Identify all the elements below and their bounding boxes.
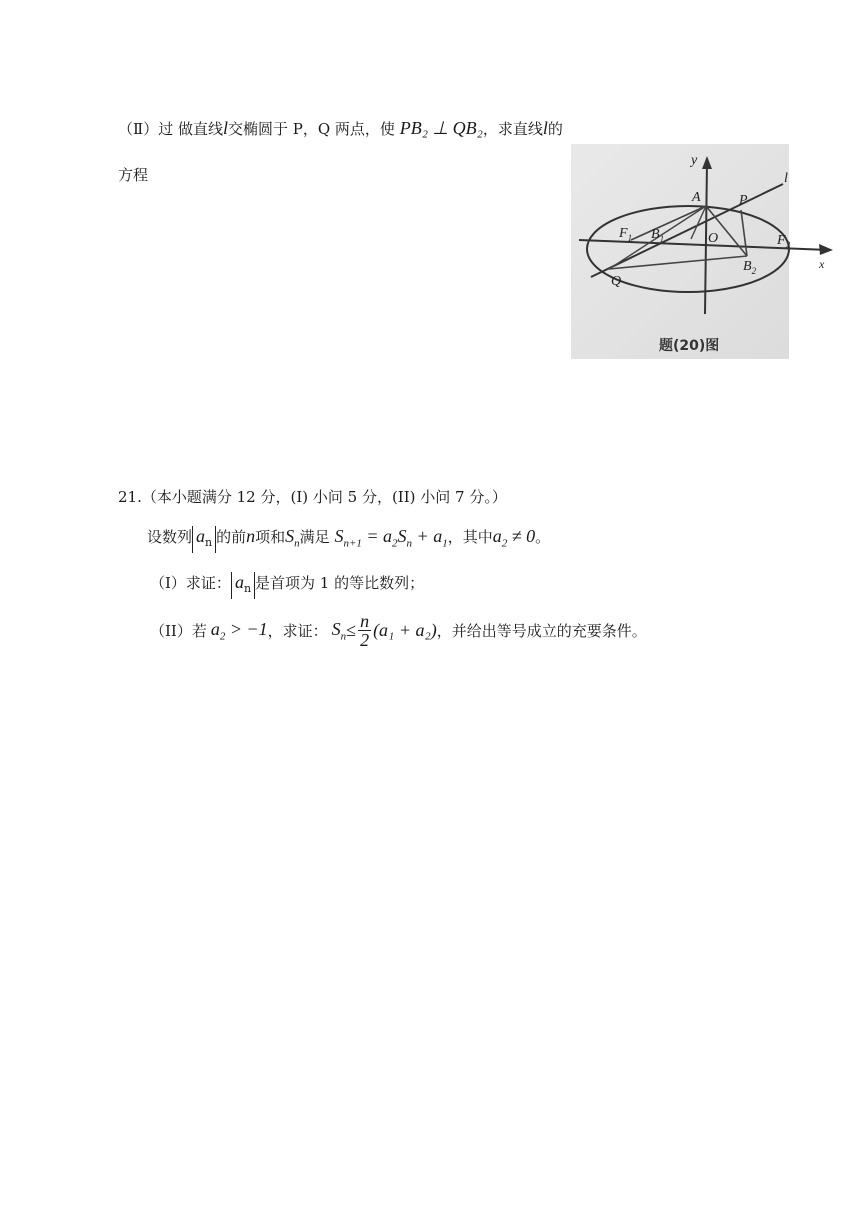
recurrence-formula: $S_{n+1} = a_2S_n + a_1$ (334, 526, 448, 550)
stem-n: n (246, 526, 256, 546)
label-O: O (708, 231, 719, 246)
q20-part2-mid: 交椭圆于 P，Q 两点，使 (227, 120, 395, 138)
part2-condition: $a_2 > -1$ (210, 618, 268, 643)
label-x: x (819, 257, 825, 271)
stem-end: 。 (535, 528, 551, 546)
part2-prefix: （II）若 (150, 622, 207, 640)
stem-text-5: ，其中 (447, 528, 493, 546)
line-l: l (222, 118, 228, 138)
figure-caption: 题(20)图 (659, 338, 720, 354)
part2-paren: (a₁ + a₂) (373, 620, 437, 640)
part2-Sn: $S_n$ (331, 618, 347, 643)
fraction-n-over-2: $\frac{n}{2}$ (360, 611, 370, 650)
line-l-2: l (542, 118, 548, 138)
q21-header: 21.（本小题满分 12 分，(I) 小问 5 分，(II) 小问 7 分。） (118, 488, 507, 506)
label-l: l (784, 171, 788, 186)
part2-suffix: ，并给出等号成立的充要条件。 (436, 622, 647, 640)
part2-mid: ，求证： (267, 622, 328, 640)
q20-part2-end: 的 (547, 120, 563, 138)
q21-part1 (150, 572, 424, 599)
abs-an: $a_n$ (192, 526, 216, 553)
q21-stem (147, 526, 550, 553)
part2-le: ≤ (346, 620, 357, 640)
ellipse-diagram (571, 144, 825, 359)
q20-part2-line1 (118, 118, 563, 139)
abs-an-part1: $a_n$ (231, 572, 255, 599)
label-B2: $B_2$ (743, 259, 757, 276)
perp-formula: PB₂ ⊥ QB₂ (399, 118, 483, 138)
stem-Sn: $S_n$ (285, 526, 300, 550)
stem-text-4: 满足 (299, 528, 330, 546)
q20-part2-suffix: ，求直线 (482, 120, 543, 138)
ellipse-figure (571, 144, 825, 359)
q20-part2-prefix: （Ⅱ）过 做直线 (118, 120, 223, 138)
q20-part2-line2: 方程 (118, 166, 149, 184)
stem-text-3: 项和 (255, 528, 286, 546)
label-F2: $F_2$ (777, 233, 791, 250)
part1-suffix: 是首项为 1 的等比数列； (255, 574, 425, 592)
label-B1: $B_1$ (651, 227, 665, 244)
x-axis-arrow (819, 244, 833, 255)
stem-text-2: 的前 (216, 528, 247, 546)
part1-prefix: （I）求证： (150, 574, 231, 592)
stem-text-1: 设数列 (147, 528, 193, 546)
label-P: P (739, 193, 748, 208)
label-y: y (691, 153, 698, 168)
photo-background (571, 144, 789, 359)
label-A: A (692, 190, 701, 205)
label-F1: $F_1$ (619, 226, 633, 243)
label-Q: Q (611, 274, 622, 289)
q21-part2 (150, 612, 647, 649)
stem-condition: $a_2 \ne 0$ (492, 526, 536, 550)
